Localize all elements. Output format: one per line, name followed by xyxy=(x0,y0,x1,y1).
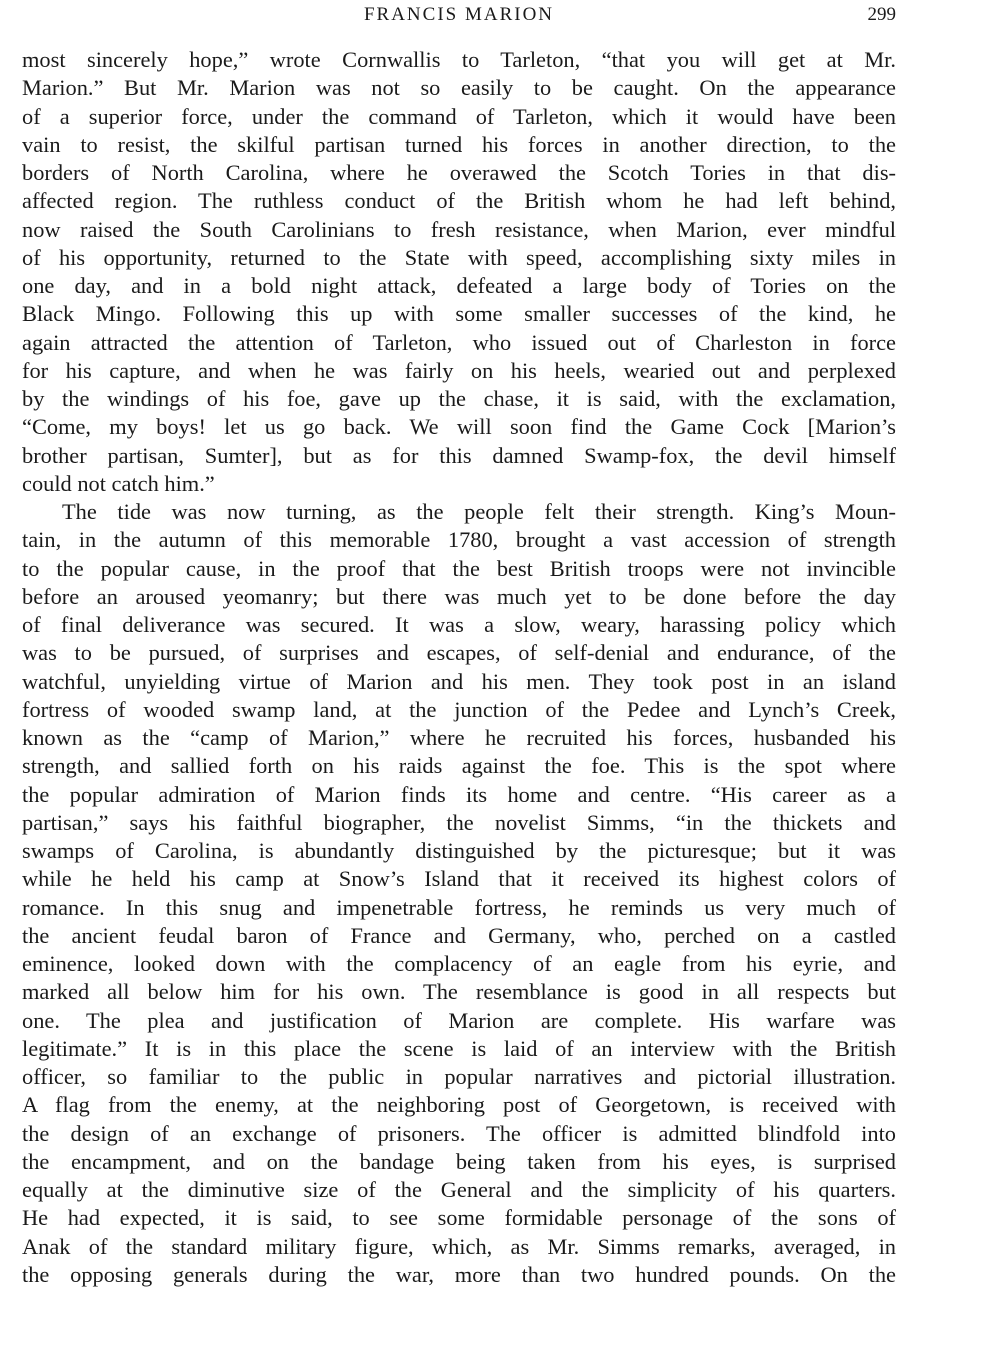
text-line: romance. In this snug and impenetrable fortress, he reminds us very much of xyxy=(22,894,896,920)
text-line: to the popular cause, in the proof that the best British troops were not invincible xyxy=(22,555,896,581)
text-line: most sincerely hope,” wrote Cornwallis to Tarleton, “that you will get at Mr. xyxy=(22,47,896,72)
text-line: before an aroused yeomanry; but there was much yet to be done before the day xyxy=(22,583,896,609)
text-line: tain, in the autumn of this memorable 1780, brought a vast accession of strength xyxy=(22,527,896,553)
text-line: now raised the South Carolinians to fresh resistance, when Marion, ever mindful xyxy=(22,216,896,242)
text-line: Marion.” But Mr. Marion was not so easily to be caught. On the appearance xyxy=(22,75,896,101)
text-line: swamps of Carolina, is abundantly distinguished by the picturesque; but it was xyxy=(22,838,896,863)
text-line: the design of an exchange of prisoners. The officer is admitted blindfold into xyxy=(22,1120,896,1146)
text-line: could not catch him.” xyxy=(22,470,215,496)
text-line: the opposing generals during the war, more than two hundred pounds. On the xyxy=(22,1261,896,1287)
text-line: watchful, unyielding virtue of Marion and his men. They took post in an island xyxy=(22,668,896,694)
page-number: 299 xyxy=(867,4,896,25)
text-line: while he held his camp at Snow’s Island that it received its highest colors of xyxy=(22,866,896,892)
text-line: the encampment, and on the bandage being taken from his eyes, is surprised xyxy=(22,1148,896,1174)
text-line: the popular admiration of Marion finds its home and centre. “His career as a xyxy=(22,781,896,807)
text-line: Anak of the standard military figure, which, as Mr. Simms remarks, averaged, in xyxy=(22,1233,896,1259)
text-line: borders of North Carolina, where he overawed the Scotch Tories in that dis- xyxy=(22,160,896,185)
text-line: “Come, my boys! let us go back. We will soon find the Game Cock [Marion’s xyxy=(22,414,896,440)
text-line: partisan,” says his faithful biographer, the novelist Simms, “in the thickets and xyxy=(22,809,896,835)
text-line: one day, and in a bold night attack, defeated a large body of Tories on the xyxy=(22,273,896,298)
text-line: of a superior force, under the command of Tarleton, which it would have been xyxy=(22,103,896,129)
text-line: for his capture, and when he was fairly on his heels, wearied out and perplexed xyxy=(22,357,896,383)
text-line: strength, and sallied forth on his raids against the foe. This is the spot where xyxy=(22,753,896,779)
text-line: The tide was now turning, as the people felt their strength. King’s Moun- xyxy=(62,499,896,524)
text-line: of final deliverance was secured. It was a slow, weary, harassing policy which xyxy=(22,612,896,637)
text-line: by the windings of his foe, gave up the chase, it is said, with the exclamation, xyxy=(22,386,896,411)
text-line: of his opportunity, returned to the State with speed, accomplishing sixty miles in xyxy=(22,244,896,270)
text-line: marked all below him for his own. The resemblance is good in all respects but xyxy=(22,979,896,1005)
text-line: again attracted the attention of Tarleton, who issued out of Charleston in force xyxy=(22,329,896,355)
text-line: known as the “camp of Marion,” where he recruited his forces, husbanded his xyxy=(22,725,896,750)
text-line: He had expected, it is said, to see some formidable personage of the sons of xyxy=(22,1205,896,1231)
text-line: the ancient feudal baron of France and Germany, who, perched on a castled xyxy=(22,922,896,948)
text-line: vain to resist, the skilful partisan turned his forces in another direction, to the xyxy=(22,131,896,157)
text-line: Black Mingo. Following this up with some smaller successes of the kind, he xyxy=(22,301,896,327)
text-line: brother partisan, Sumter], but as for this damned Swamp-fox, the devil himself xyxy=(22,442,896,468)
text-line: was to be pursued, of surprises and escapes, of self-denial and endurance, of the xyxy=(22,640,896,666)
text-line: eminence, looked down with the complacency of an eagle from his eyrie, and xyxy=(22,951,896,976)
body-text xyxy=(22,46,896,1289)
text-line: one. The plea and justification of Marion are complete. His warfare was xyxy=(22,1007,896,1033)
text-line: officer, so familiar to the public in popular narratives and pictorial illustration. xyxy=(22,1064,896,1089)
text-line: affected region. The ruthless conduct of the British whom he had left behind, xyxy=(22,188,896,214)
text-line: legitimate.” It is in this place the scene is laid of an interview with the British xyxy=(22,1035,896,1061)
running-title: FRANCIS MARION xyxy=(363,4,555,25)
text-line: A flag from the enemy, at the neighboring post of Georgetown, is received with xyxy=(22,1092,896,1118)
text-line: fortress of wooded swamp land, at the junction of the Pedee and Lynch’s Creek, xyxy=(22,696,896,722)
running-head xyxy=(22,2,896,28)
text-line: equally at the diminutive size of the General and the simplicity of his quarters. xyxy=(22,1177,896,1202)
